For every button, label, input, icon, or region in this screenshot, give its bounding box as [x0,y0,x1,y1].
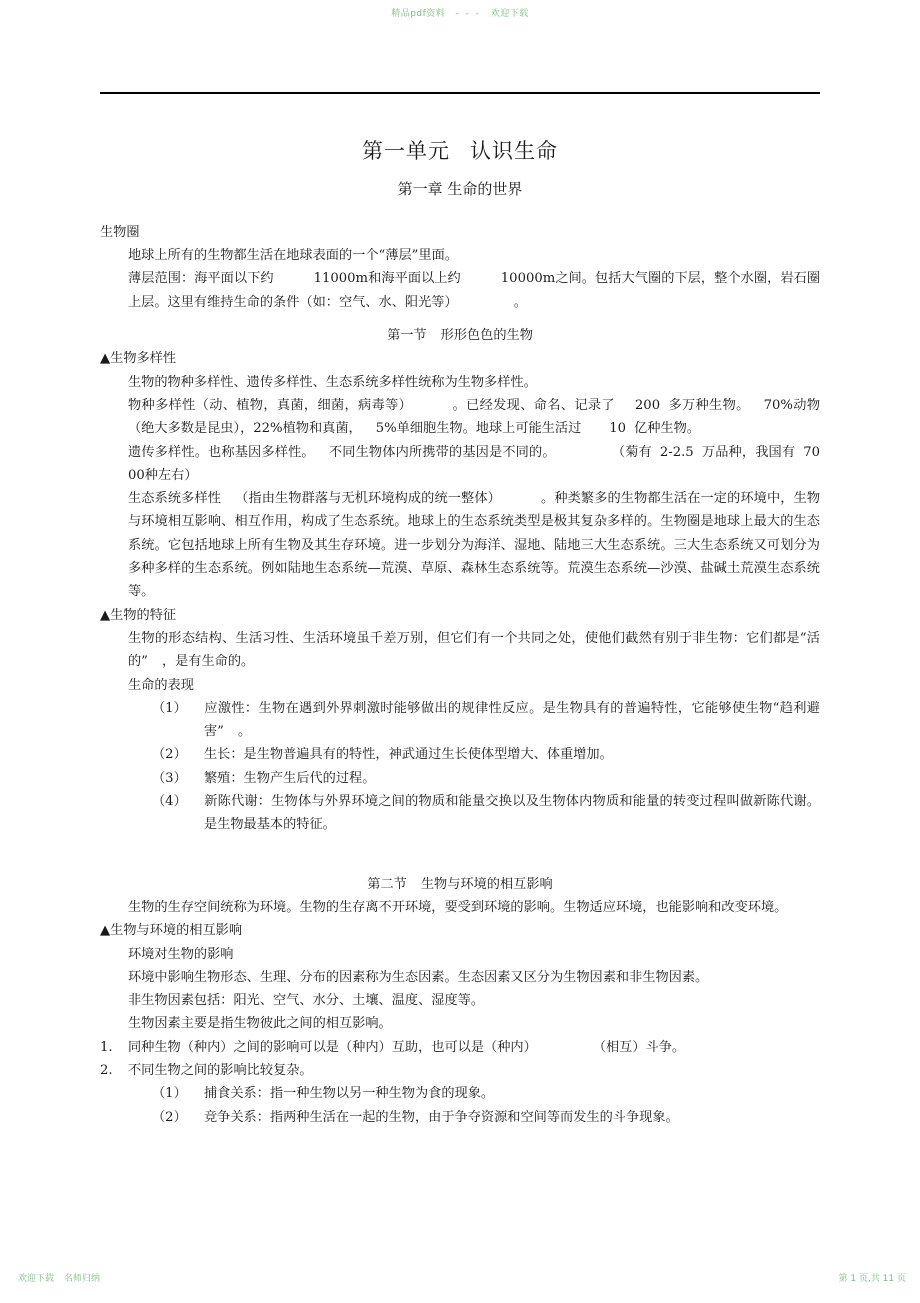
unit-title-part1: 第一单元 [362,139,450,163]
unit-title-part2: 认识生命 [470,139,558,163]
para-eco-factor [100,966,820,989]
biotic-factor-list [100,1036,820,1083]
biosphere-range-label: 薄层范围：海平面以下约 [128,271,274,287]
relation-list [100,1082,820,1129]
list-item-text-tail: 。 [237,724,252,740]
para-genetic-diversity [100,441,820,488]
list-item-text: 新陈代谢：生物体与外界环境之间的物质和能量交换以及生物体内物质和能量的转变过程叫做新陈代谢。是生物最基本的特征。 [204,794,820,833]
watermark-footer-left-b: 名师归纳 [64,1274,101,1284]
para-biosphere-2 [100,267,820,314]
historic-species-value: 10 [609,421,627,437]
life-manifestation-text: 生命的表现 [128,677,194,693]
biosphere-range-rest: 之间。包括大气圈的下层，整个水圈，岩石圈上层。这里有维持生命的条件（如：空气、水、阳光等） [128,271,821,310]
page-title [100,137,820,166]
para-biosphere-1 [100,244,820,267]
list-item [100,697,820,744]
header-divider-rule [100,92,820,94]
section-2-title: 生物与环境的相互影响 [420,876,553,892]
list-item-text: 不同生物之间的影响比较复杂。 [128,1062,313,1078]
list-item-text: 同种生物（种内）之间的影响可以是（种内）互助，也可以是（种内） [128,1039,537,1055]
para-diversity-intro-text: 生物的物种多样性、遗传多样性、生态系统多样性统称为生物多样性。 [128,374,537,390]
life-features-list [100,697,820,837]
para-abiotic-factor-text: 非生物因素包括：阳光、空气、水分、土壤、温度、湿度等。 [128,993,485,1009]
list-item-number: （4） [152,794,187,810]
list-item-number: （2） [152,747,187,763]
list-item [100,1082,820,1105]
chapter-title-text: 第一章 生命的世界 [397,180,523,199]
section-2-label: 第二节 [367,876,407,892]
biosphere-depth-value: 11000m [313,271,369,287]
species-diversity-label: 物种多样性（动、植物，真菌，细菌，病毒等） [128,397,413,413]
biosphere-above-label: 和海平面以上约 [368,271,461,287]
list-item [100,790,820,837]
life-features-text-b: ，是有生命的。 [161,654,255,670]
para-section2-intro [100,896,820,919]
biosphere-height-value: 10000m [500,271,556,287]
historic-species-unit: 亿种生物。 [634,421,700,437]
ecosystem-definition: （指由生物群落与无机环境构成的统一整体） [235,491,501,507]
section-1-label: 第一节 [387,328,427,344]
plant-fungi-percent-value: 22% [253,421,283,437]
list-item [100,1036,820,1059]
chrysanthemum-count-value: 2-2.5 [659,444,694,460]
plant-fungi-percent-label: 植物和真菌， [282,421,362,437]
heading-biodiversity-text: ▲生物多样性 [100,351,177,367]
species-count-value: 200 [634,397,661,413]
para-eco-factor-text: 环境中影响生物形态、生理、分布的因素称为生态因素。生态因素又区分为生物因素和非生物因素。 [128,969,709,985]
section-1-title: 形形色色的生物 [440,328,533,344]
list-item [100,1106,820,1129]
life-features-text-a: 生物的形态结构、生活习性、生活环境虽千差万别，但它们有一个共同之处，使他们截然有别于非生物：它们都是“活的” [128,630,820,670]
ecosystem-diversity-label: 生态系统多样性 [128,491,222,507]
unicellular-percent-value: 5% [375,421,397,437]
animal-percent-value: 70% [763,397,793,413]
para-env-effect [100,943,820,966]
species-count-unit: 多万种生物。 [668,397,750,413]
watermark-footer-left-a: 欢迎下载 [18,1274,55,1284]
genetic-diversity-desc: 不同生物体内所携带的基因是不同的。 [328,444,556,460]
heading-life-features-text: ▲生物的特征 [100,607,177,623]
para-biosphere-1-text: 地球上所有的生物都生活在地球表面的一个“薄层”里面。 [128,248,458,264]
china-count-label: 万品种，我国有 [701,444,796,460]
china-count-value: 7000 [128,444,821,483]
watermark-header [0,6,920,19]
list-item [100,1059,820,1082]
heading-env-interaction-text: ▲生物与环境的相互影响 [100,923,243,939]
para-ecosystem-diversity [100,487,820,603]
page-number-text: 第 1 页,共 11 页 [838,1274,906,1284]
unicellular-percent-label: 单细胞生物。地球上可能生活过 [396,421,582,437]
para-species-diversity [100,394,820,441]
ecosystem-diversity-body: 。种类繁多的生物都生活在一定的环境中，生物与环境相互影响、相互作用，构成了生态系统。地球上的生态系统类型是极其复杂多样的。生物圈是地球上最大的生态系统。它包括地球上所有生物及其生存环境。进一步划分为海洋、湿地、陆地三大生态系统。三大生态系统又可划分为多种多样的生态系统。例如陆地生态系统—荒漠、草原、森林生态系统等。荒漠生态系统—沙漠、盐碱土荒漠生态系统等。 [128,491,821,600]
list-item-number: （3） [152,770,187,786]
chapter-title [100,178,820,201]
watermark-footer [0,1271,920,1285]
heading-biodiversity [100,347,820,370]
list-item-text: 竞争关系：指两种生活在一起的生物，由于争夺资源和空间等而发生的斗争现象。 [204,1109,679,1125]
para-diversity-intro [100,371,820,394]
para-env-effect-text: 环境对生物的影响 [128,946,234,962]
para-section2-intro-text: 生物的生存空间统称为环境。生物的生存离不开环境，要受到环境的影响。生物适应环境，也能影响和改变环境。 [128,899,788,915]
biosphere-range-period: 。 [513,294,527,310]
page-number [839,1271,906,1284]
list-item [100,743,820,766]
para-biotic-factor-text: 生物因素主要是指生物彼此之间的相互影响。 [128,1016,392,1032]
section-heading-2 [100,873,820,896]
list-item-text: 应激性：生物在遇到外界刺激时能够做出的规律性反应。是生物具有的普遍特性，它能够使生物“趋利避害” [204,700,820,740]
watermark-footer-left [18,1271,100,1284]
species-comma: ， [240,421,254,437]
watermark-header-text: 精品pdf资料 [391,9,446,19]
para-life-manifestation [100,674,820,697]
heading-life-features [100,604,820,627]
list-item [100,767,820,790]
animal-percent-label: 动物（绝大多数是昆虫） [128,397,821,437]
list-item-text-tail: （相互）斗争。 [592,1039,686,1055]
genetic-diversity-tail: 种左右） [144,467,198,483]
para-biotic-factor [100,1012,820,1035]
genetic-diversity-label: 遗传多样性。也称基因多样性。 [128,444,315,460]
species-recorded-label: 。已经发现、命名、记录了 [452,397,615,413]
list-item-number: 2. [100,1062,113,1078]
heading-biosphere-text: 生物圈 [100,224,140,240]
list-item-text: 捕食关系：指一种生物以另一种生物为食的现象。 [204,1086,495,1102]
para-abiotic-factor [100,989,820,1012]
heading-env-interaction [100,919,820,942]
para-life-features [100,627,820,674]
list-item-number: （1） [152,1086,187,1102]
watermark-header-tail: 欢迎下载 [490,9,529,19]
watermark-header-dash: - - - [455,9,481,19]
list-item-number: （2） [152,1109,187,1125]
chrysanthemum-label: （菊有 [611,444,652,460]
list-item-number: （1） [152,700,187,716]
heading-biosphere [100,221,820,244]
list-item-number: 1. [100,1039,113,1055]
list-item-text: 繁殖：生物产生后代的过程。 [204,770,376,786]
section-heading-1 [100,324,820,347]
list-item-text: 生长：是生物普遍具有的特性，神武通过生长使体型增大、体重增加。 [204,747,613,763]
document-body [100,92,820,1129]
